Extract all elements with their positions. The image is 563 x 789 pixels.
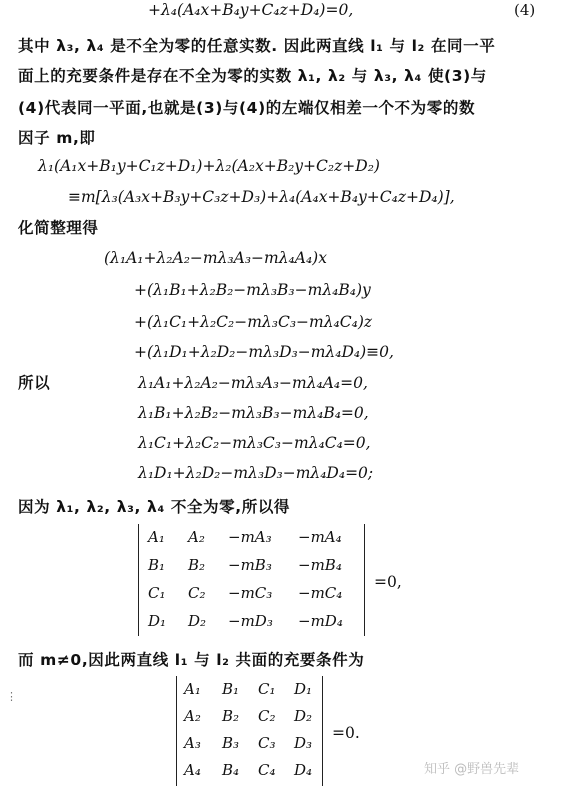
paragraph-line-3: (4)代表同一平面,也就是(3)与(4)的左端仅相差一个不为零的数 [18,99,476,117]
expanded-equation-line-1: (λ₁A₁+λ₂A₂−mλ₃A₃−mλ₄A₄)x [104,249,327,267]
det2-cell-r3-c1: A₃ [184,734,201,752]
determinant-2-left-bar [176,676,177,786]
determinant-1-left-bar [138,524,139,636]
determinant-1 [138,524,370,636]
det1-cell-r2-c3: −mB₃ [228,556,272,574]
expanded-equation-line-4: +(λ₁D₁+λ₂D₂−mλ₃D₃−mλ₄D₄)≡0, [134,343,394,361]
det1-cell-r2-c2: B₂ [188,556,206,574]
det1-cell-r1-c4: −mA₄ [298,528,342,546]
det1-cell-r4-c2: D₂ [188,612,207,630]
det2-cell-r3-c3: C₃ [258,734,276,752]
coefficient-equation-c: λ₁C₁+λ₂C₂−mλ₃C₃−mλ₄C₄=0, [138,434,371,452]
equation-identity-line-1: λ₁(A₁x+B₁y+C₁z+D₁)+λ₂(A₂x+B₂y+C₂z+D₂) [38,157,380,175]
det1-cell-r4-c1: D₁ [148,612,167,630]
paragraph-conclusion: 而 m≠0,因此两直线 l₁ 与 l₂ 共面的充要条件为 [18,651,365,669]
det1-cell-r2-c1: B₁ [148,556,166,574]
det2-cell-r1-c3: C₁ [258,680,276,698]
det1-cell-r1-c1: A₁ [148,528,165,546]
margin-mark: ⋮ [6,690,17,703]
det1-cell-r3-c1: C₁ [148,584,166,602]
det2-cell-r4-c4: D₄ [294,761,313,779]
det2-cell-r2-c1: A₂ [184,707,201,725]
coefficient-equation-a: λ₁A₁+λ₂A₂−mλ₃A₃−mλ₄A₄=0, [138,374,368,392]
det1-cell-r3-c2: C₂ [188,584,206,602]
paragraph-therefore: 所以 [18,374,51,392]
det1-cell-r3-c4: −mC₄ [298,584,343,602]
equation-number-4: (4) [514,1,536,19]
paragraph-line-4: 因子 m,即 [18,129,96,147]
expanded-equation-line-2: +(λ₁B₁+λ₂B₂−mλ₃B₃−mλ₄B₄)y [134,281,371,299]
det1-cell-r1-c2: A₂ [188,528,205,546]
det1-cell-r3-c3: −mC₃ [228,584,273,602]
det2-cell-r1-c4: D₁ [294,680,313,698]
det1-cell-r2-c4: −mB₄ [298,556,342,574]
equation-4-continued: +λ₄(A₄x+B₄y+C₄z+D₄)=0, [148,1,354,19]
determinant-2 [176,676,326,786]
determinant-2-equals-zero: =0. [332,724,360,742]
det2-cell-r3-c4: D₃ [294,734,313,752]
paragraph-line-2: 面上的充要条件是存在不全为零的实数 λ₁, λ₂ 与 λ₃, λ₄ 使(3)与 [18,67,487,85]
determinant-2-right-bar [322,676,323,786]
coefficient-equation-d: λ₁D₁+λ₂D₂−mλ₃D₃−mλ₄D₄=0; [138,464,374,482]
watermark: 知乎 @野兽先辈 [424,762,520,777]
det2-cell-r4-c1: A₄ [184,761,201,779]
det1-cell-r4-c4: −mD₄ [298,612,343,630]
det2-cell-r2-c3: C₂ [258,707,276,725]
det2-cell-r3-c2: B₃ [222,734,240,752]
det2-cell-r1-c1: A₁ [184,680,201,698]
det1-cell-r4-c3: −mD₃ [228,612,273,630]
det2-cell-r4-c2: B₄ [222,761,240,779]
determinant-1-equals-zero: =0, [374,573,402,591]
det2-cell-r1-c2: B₁ [222,680,240,698]
det2-cell-r2-c2: B₂ [222,707,240,725]
det2-cell-r2-c4: D₂ [294,707,313,725]
det1-cell-r1-c3: −mA₃ [228,528,272,546]
determinant-1-right-bar [364,524,365,636]
paragraph-because: 因为 λ₁, λ₂, λ₃, λ₄ 不全为零,所以得 [18,498,291,516]
paragraph-line-1: 其中 λ₃, λ₄ 是不全为零的任意实数. 因此两直线 l₁ 与 l₂ 在同一平 [18,37,496,55]
coefficient-equation-b: λ₁B₁+λ₂B₂−mλ₃B₃−mλ₄B₄=0, [138,404,369,422]
expanded-equation-line-3: +(λ₁C₁+λ₂C₂−mλ₃C₃−mλ₄C₄)z [134,313,373,331]
paragraph-simplify: 化简整理得 [18,219,99,237]
det2-cell-r4-c3: C₄ [258,761,276,779]
equation-identity-line-2: ≡m[λ₃(A₃x+B₃y+C₃z+D₃)+λ₄(A₄x+B₄y+C₄z+D₄)], [68,188,455,206]
